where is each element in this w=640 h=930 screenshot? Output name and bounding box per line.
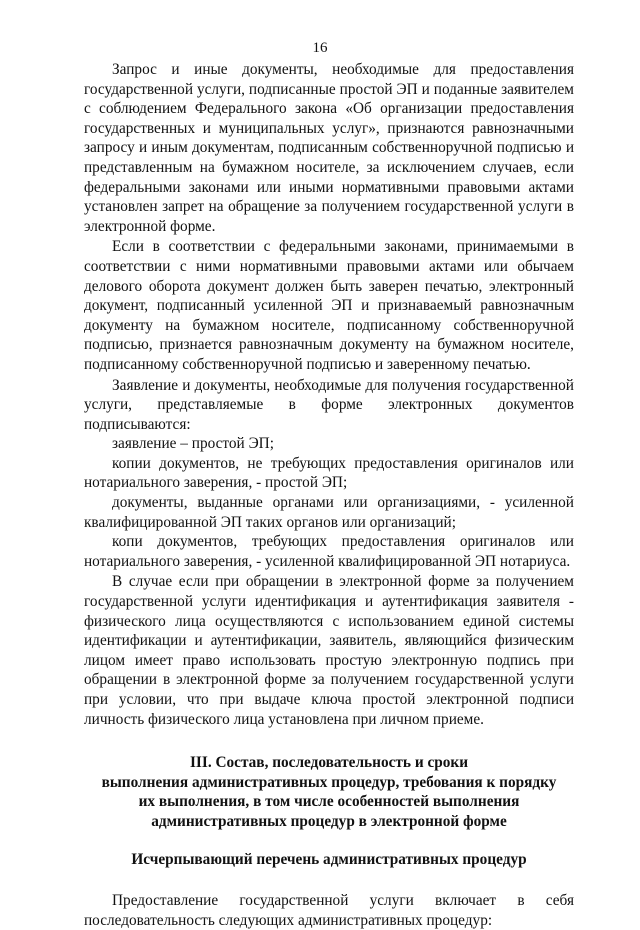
section-heading-line: их выполнения, в том числе особенностей выполнения — [138, 793, 520, 811]
list-item-document-copies: копии документов, не требующих предоставления оригиналов или нотариального заверения, - простой ЭП; — [84, 454, 574, 492]
section-heading-line: выполнения административных процедур, требования к порядку — [101, 773, 557, 791]
paragraph-identification: В случае если при обращении в электронной форме за получением государственной услуги идентификация и аутентификация заявителя - физического лица осуществляются с использованием единой системы идентификации и аутентификации, заявитель, являющийся физическим лицом имеет право использовать простую электронную подпись при обращении в электронной форме за получением государственной услуги при условии, что при выдаче ключа простой электронной подписи личность физического лица установлена при личном приеме. — [84, 573, 574, 728]
paragraph-signing-rules: Заявление и документы, необходимые для получения государственной услуги, представляемые в форме электронных документов подписываются: — [84, 376, 574, 433]
section-heading-line: административных процедур в электронной форме — [151, 812, 507, 830]
list-item-issued-documents: документы, выданные органами или организациями, - усиленной квалифицированной ЭП таких органов или организаций; — [84, 494, 574, 531]
paragraph-electronic-request: Запрос и иные документы, необходимые для предоставления государственной услуги, подписанные простой ЭП и поданные заявителем с соблюдением Федерального закона «Об организации предоставления государственных и муниципальных услуг», признаются равнозначными запросу и иным документам, подписанным собственноручной подписью и представленным на бумажном носителе, за исключением случаев, если федеральными законами или иными нормативными правовыми актами установлен запрет на обращение за получением государственной услуги в электронной форме. — [84, 61, 574, 235]
paragraph-seal-equivalence: Если в соответствии с федеральными законами, принимаемыми в соответствии с ними нормативными правовыми актами или обычаем делового оборота документ должен быть заверен печатью, электронный документ, подписанный усиленной ЭП и признаваемый равнозначным документу на бумажном носителе, подписанному собственноручной подписью, признается равнозначным документу на бумажном носителе, подписанному собственноручной подписью и заверенному печатью. — [84, 238, 574, 373]
section-heading — [84, 753, 574, 831]
list-item-notarized-copies: копи документов, требующих предоставления оригиналов или нотариального заверения, - усиленной квалифицированной ЭП нотариуса. — [84, 533, 574, 570]
paragraph-procedure-list-intro: Предоставление государственной услуги включает в себя последовательность следующих административных процедур: — [84, 892, 574, 929]
subheading: Исчерпывающий перечень административных процедур — [131, 850, 527, 868]
page-number: 16 — [312, 40, 328, 56]
list-item-application: заявление – простой ЭП; — [112, 435, 274, 453]
section-heading-line: III. Состав, последовательность и сроки — [189, 754, 469, 772]
document-body — [84, 60, 574, 930]
